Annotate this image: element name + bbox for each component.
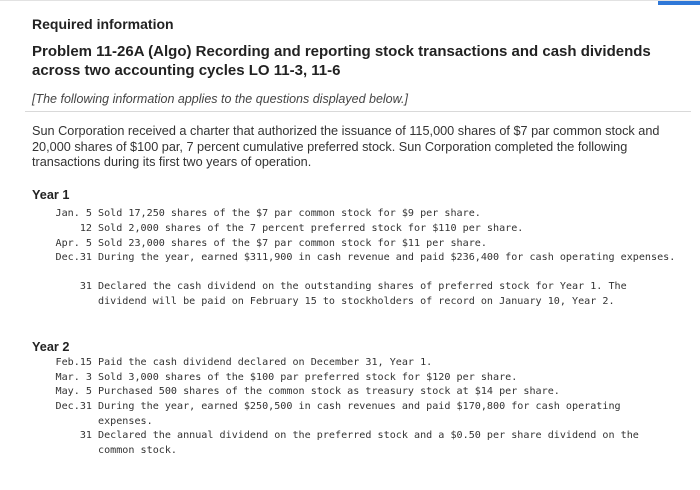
year1-desc-5: Declared the cash dividend on the outstanding shares of preferred stock for Year 1. The dividend will be paid on February 15 to stockholders of record on January 10, Year 2. xyxy=(98,281,627,307)
year2-date-2: Mar. 3 xyxy=(55,372,92,383)
year2-date-5: 31 xyxy=(79,430,92,441)
year2-date-4: Dec.31 xyxy=(55,401,92,412)
year1-desc-3: Sold 23,000 shares of the $7 par common stock for $11 per share. xyxy=(98,238,487,249)
required-info-heading: Required information xyxy=(32,16,174,32)
year2-desc-5: Declared the annual dividend on the preferred stock and a $0.50 per share dividend on the common stock. xyxy=(98,430,639,456)
year1-desc-1: Sold 17,250 shares of the $7 par common stock for $9 per share. xyxy=(98,208,481,219)
year1-desc-2: Sold 2,000 shares of the 7 percent preferred stock for $110 per share. xyxy=(98,223,524,234)
year2-date-1: Feb.15 xyxy=(55,357,92,368)
year1-date-1: Jan. 5 xyxy=(55,208,92,219)
year1-desc-4: During the year, earned $311,900 in cash revenue and paid $236,400 for cash operating expenses. xyxy=(98,252,676,263)
accent-stripe xyxy=(658,1,700,5)
year1-label: Year 1 xyxy=(32,188,70,202)
year2-desc-4: During the year, earned $250,500 in cash revenues and paid $170,800 for cash operating expenses. xyxy=(98,401,621,427)
intro-paragraph: Sun Corporation received a charter that authorized the issuance of 115,000 shares of $7 par common stock and 20,000 shares of $100 par, 7 percent cumulative preferred stock. Sun Corporation completed the following transactions during its first two years of operation. xyxy=(32,124,660,170)
section-divider xyxy=(25,111,691,112)
year2-desc-3: Purchased 500 shares of the common stock as treasury stock at $14 per share. xyxy=(98,386,560,397)
year2-desc-2: Sold 3,000 shares of the $100 par preferred stock for $120 per share. xyxy=(98,372,518,383)
info-note: [The following information applies to the questions displayed below.] xyxy=(32,92,408,106)
year1-date-2: 12 xyxy=(79,223,92,234)
year1-date-4: Dec.31 xyxy=(55,252,92,263)
year2-date-3: May. 5 xyxy=(55,386,92,397)
year2-desc-1: Paid the cash dividend declared on December 31, Year 1. xyxy=(98,357,433,368)
year2-label: Year 2 xyxy=(32,340,70,354)
year1-date-5: 31 xyxy=(79,281,92,292)
problem-title: Problem 11-26A (Algo) Recording and reporting stock transactions and cash dividends across two accounting cycles LO 11-3, 11-6 xyxy=(32,43,651,79)
year1-date-3: Apr. 5 xyxy=(55,238,92,249)
